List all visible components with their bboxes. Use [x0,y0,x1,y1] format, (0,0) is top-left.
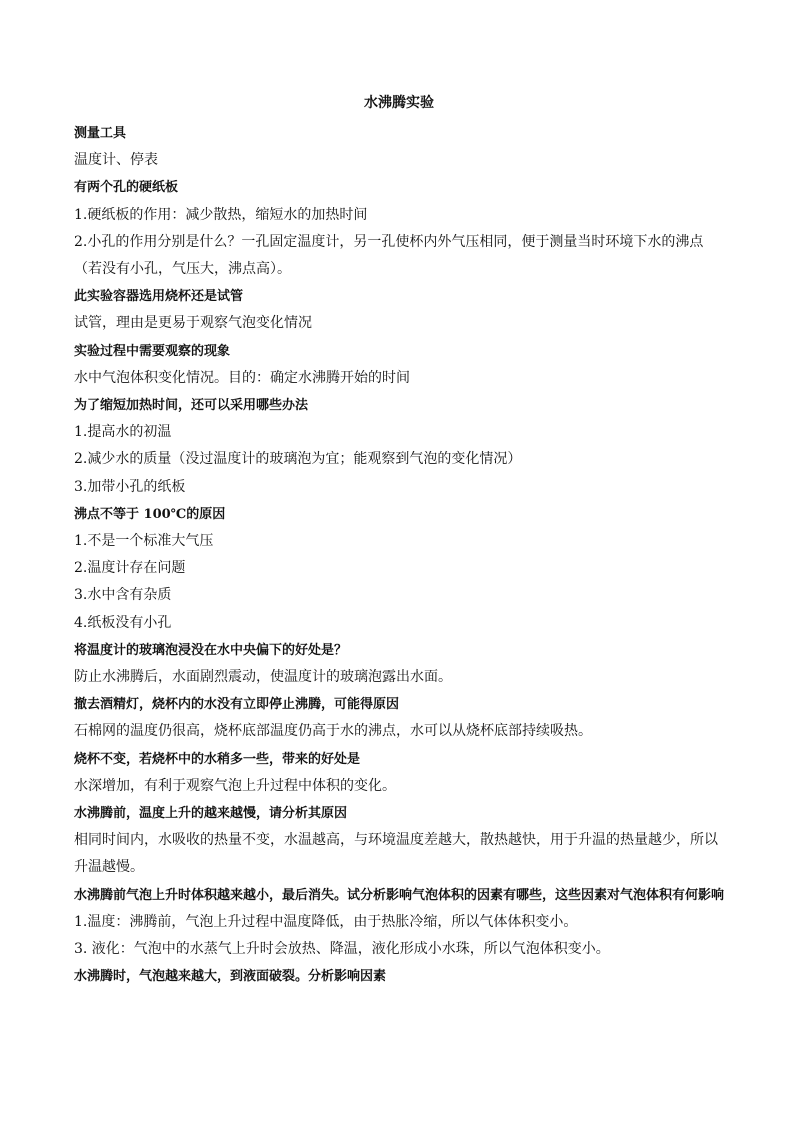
paragraph: 1.提高水的初温 [74,424,172,441]
paragraph: 石棉网的温度仍很高，烧杯底部温度仍高于水的沸点，水可以从烧杯底部持续吸热。 [74,723,592,740]
paragraph: 3.水中含有杂质 [74,587,172,604]
section-heading: 将温度计的玻璃泡浸没在水中央偏下的好处是？ [74,642,348,658]
section-heading: 沸点不等于 100℃的原因 [74,506,226,522]
paragraph: 1.不是一个标准大气压 [74,533,214,550]
paragraph: 2.小孔的作用分别是什么？一孔固定温度计，另一孔使杯内外气压相同，便于测量当时环境下水的沸点（若没有小孔，气压大，沸点高）。 [74,233,704,278]
paragraph: 3. 液化：气泡中的水蒸气上升时会放热、降温，液化形成小水珠，所以气泡体积变小。 [74,941,610,958]
paragraph: 3.加带小孔的纸板 [74,478,186,495]
section-heading: 此实验容器选用烧杯还是试管 [74,289,244,305]
paragraph: 2.温度计存在问题 [74,560,186,577]
section-heading: 烧杯不变，若烧杯中的水稍多一些，带来的好处是 [74,751,361,767]
section-heading: 实验过程中需要观察的现象 [74,343,231,359]
paragraph: 2.减少水的质量（没过温度计的玻璃泡为宜；能观察到气泡的变化情况） [74,451,522,468]
paragraph: 4.纸板没有小孔 [74,614,172,631]
paragraph: 水深增加，有利于观察气泡上升过程中体积的变化。 [74,777,396,794]
page-title: 水沸腾实验 [364,95,434,111]
paragraph: 试管，理由是更易于观察气泡变化情况 [74,315,312,332]
paragraph: 防止水沸腾后，水面剧烈震动，使温度计的玻璃泡露出水面。 [74,669,452,686]
paragraph: 1.温度：沸腾前，气泡上升过程中温度降低，由于热胀冷缩，所以气体体积变小。 [74,913,578,930]
section-heading: 撤去酒精灯，烧杯内的水没有立即停止沸腾，可能得原因 [74,697,400,713]
section-heading: 水沸腾前，温度上升的越来越慢，请分析其原因 [74,806,348,822]
section-heading: 水沸腾前气泡上升时体积越来越小，最后消失。试分析影响气泡体积的因素有哪些，这些因素对气泡体积有何影响 [74,887,725,903]
paragraph: 相同时间内，水吸收的热量不变，水温越高，与环境温度差越大，散热越快，用于升温的热量越少，所以升温越慢。 [74,832,718,876]
paragraph: 温度计、停表 [74,152,158,169]
section-heading: 为了缩短加热时间，还可以采用哪些办法 [74,398,309,414]
section-heading: 有两个孔的硬纸板 [74,180,179,196]
paragraph: 1.硬纸板的作用：减少散热，缩短水的加热时间 [74,206,368,223]
section-heading: 水沸腾时，气泡越来越大，到液面破裂。分析影响因素 [74,969,387,985]
section-heading: 测量工具 [74,126,127,141]
paragraph: 水中气泡体积变化情况。目的：确定水沸腾开始的时间 [74,369,410,386]
document-page [74,93,724,991]
